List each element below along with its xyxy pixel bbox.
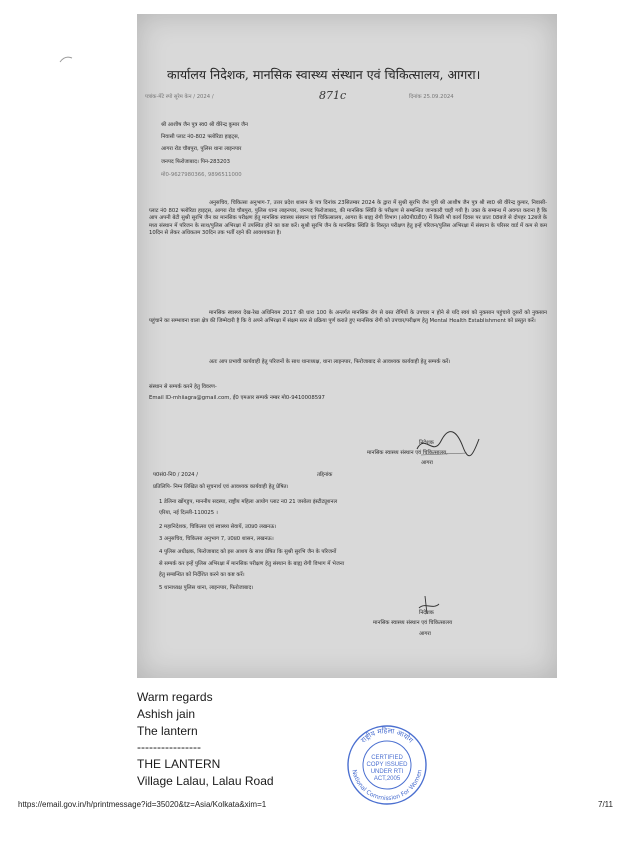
stamp-ring-bottom: National Commission For Women [350, 769, 424, 803]
letter-paragraph-1: अनुसचिव, चिकित्सा अनुभाग-7, उत्तर प्रदेश शासन के पत्र दिनांक 23सितम्बर 2024 के द्वारा में सुश्री सुरभि जैन पुत्री श्री आशीष जैन पुत्र श्री स्व0 श्री वीरेन्द्र कुमार, निवासी-प्लाट नं0 802 फ्लोरिडा हाइट्स, आगरा रोड चौबपुरा, पुलिस थाना लाइनपार, जनपद फिरोजाबाद, की मानसिक स्थिति के परीक्षण से सम्बन्धित जानकारी चाही गयी है। उक्त के सम्बन्ध में अवगत कराना है कि आप अपनी बेटी सुश्री सुरभि जैन का मानसिक परीक्षण हेतु मानसिक स्वास्थ्य संस्थान एवं चिकित्सालय, आगरा के बाह्य रोगी विभाग (ओ0पी0डी0) में किसी भी कार्य दिवस पर प्रातः 08बजे से दोपहर 12बजे के मध्य संस्थान में परिजन के साथ/पुलिस अभिरक्षा में उपस्थित होने का कष्ट करें। सुश्री सुरभि जैन के मानसिक स्थिति के विस्तृत परीक्षण हेतु इन्हें परिजन/पुलिस अभिरक्षा में संस्थान के परिसर वार्ड में कम से कम 10दिन से लेकर अधिकतम 30दिन तक भर्ती रहने की आवश्यकता है। [149, 200, 547, 237]
address-line: श्री आशीष जैन पुत्र स्व0 श्री वीरेन्द्र कुमार जैन [161, 122, 248, 128]
copy-item: 3 अनुसचिव, चिकित्सा अनुभाग 7, उ0प्र0 शासन, लखनऊ। [159, 536, 274, 542]
closing-line: Village Lalau, Lalau Road [137, 774, 274, 788]
contact-line: Email ID-mhiiagra@gmail.com, ई0 एमआर सम्पर्क नम्बर मो0-9410008597 [149, 395, 325, 401]
stamp-center-line: ACT,2005 [373, 776, 401, 782]
address-line: जनपद फिरोजाबाद। पिन-283203 [161, 159, 231, 165]
certified-copy-stamp [346, 724, 428, 806]
closing-line: Ashish jain [137, 707, 196, 721]
signature-2-line: मानसिक स्वास्थ्य संस्थान एवं चिकित्सालय [373, 620, 453, 626]
copy-item: हेतु सम्बन्धित को निर्देशित करने का कष्ट करें। [159, 572, 245, 578]
letter-ref-handwritten: 871c [319, 89, 347, 102]
letter-ref-line: पत्रांक-मेंटे स्पो सूरेम केन / 2024 / [145, 94, 214, 100]
closing-line: ---------------- [137, 740, 201, 754]
signature-1-line: मानसिक स्वास्थ्य संस्थान एवं चिकित्सालय, [367, 450, 448, 456]
signature-1-line: निदेशक [419, 440, 434, 446]
signature-2-line: आगरा [419, 631, 431, 637]
copy-item: 5 थानाध्यक्ष पुलिस थाना, लाइनपार, फिरोजाबाद। [159, 585, 254, 591]
letter-header-title: कार्यालय निदेशक, मानसिक स्वास्थ्य संस्थान एवं चिकित्सालय, आगरा। [167, 67, 481, 82]
contact-intro: संस्थान से सम्पर्क करने हेतु विवरण- [149, 384, 217, 390]
letter-paragraph-2: मानसिक स्वास्थ्य देख-रेख अधिनियम 2017 की धारा 100 के अन्तर्गत मानसिक रोग से ग्रस्त रोगियों के उपचार न होने से यदि स्वयं को नुकसान पहुंचाये दूसरों को नुकसान पहुंचाने का सम्भावना वाला क्षेत्र की जिम्मेदारी है कि वे अपने अभिरक्षा में संक्षम स्तर से प्रक्रिया पूर्ण कराते हुए मानसिक रोगी को उपचार/परीक्षण हेतु Mental Health Establishment को प्रस्तुत करें। [149, 310, 547, 324]
signature-1-line: आगरा [421, 460, 433, 466]
footer-url[interactable]: https://email.gov.in/h/printmessage?id=35020&tz=Asia/Kolkata&xim=1 [18, 800, 267, 809]
copy-item: से सम्पर्क कर इन्हें पुलिस अभिरक्षा में मानसिक परीक्षण हेतु संस्थान के बाह्य रोगी विभाग में भेजना [159, 561, 345, 567]
copy-item: 4 पुलिस अधीक्षक, फिरोजाबाद को इस आशय के साथ प्रेषित कि सुश्री सुरभि जैन के परिजनों [159, 549, 337, 555]
copy-heading: प्रतिलिपि- निम्न लिखित को सूचनार्थ एवं आवश्यक कार्यवाही हेतु प्रेषित। [153, 484, 289, 490]
corner-mark-icon [59, 55, 73, 63]
footer-page-number: 7/11 [598, 800, 613, 809]
letter-date: दिनांक 25.09.2024 [409, 94, 454, 100]
closing-line: The lantern [137, 724, 198, 738]
address-line: निवासी प्लाट नं0-802 फ्लोरिडा हाइट्स, [161, 134, 240, 140]
stamp-ring-top: राष्ट्रीय महिला आयोग [359, 726, 415, 745]
stamp-center-line: UNDER RTI [370, 769, 404, 775]
copy-item: एरिया, नई दिल्ली-110025 । [159, 510, 218, 516]
scanned-letter [137, 14, 557, 678]
letter-paragraph-3: अतः आप प्रभावी कार्यवाही हेतु परिजनों के साथ थानाध्यक्ष, थाना लाइनपार, फिरोजाबाद से आवश्यक कार्यवाही हेतु सम्पर्क करें। [209, 359, 451, 365]
copy-ref: प0सं0-नि0 / 2024 / [153, 472, 199, 478]
signature-2-line: निदेशक [419, 610, 434, 616]
address-line: आगरा रोड चौबपुरा, पुलिस थाना लाइनपार [161, 146, 242, 152]
svg-text:राष्ट्रीय महिला आयोग [359, 726, 415, 745]
copy-ref-date: तद्दिनांक [317, 472, 333, 478]
closing-line: THE LANTERN [137, 757, 221, 771]
stamp-center-line: CERTIFIED [371, 755, 403, 761]
closing-line: Warm regards [137, 690, 213, 704]
stamp-center-line: COPY ISSUED [366, 762, 408, 768]
copy-item: 1 डेलिना खोंगडुप, माननीय सदस्या, राष्ट्रीय महिला आयोग प्लाट न0 21 जसोला इंस्टीट्यूशनल [159, 499, 338, 505]
address-line: मो0-9627980366, 9896511000 [161, 172, 242, 178]
copy-item: 2 महानिदेशक, चिकित्सा एवं स्वास्थ्य सेवायें, उ0प्र0 लखनऊ। [159, 524, 277, 530]
